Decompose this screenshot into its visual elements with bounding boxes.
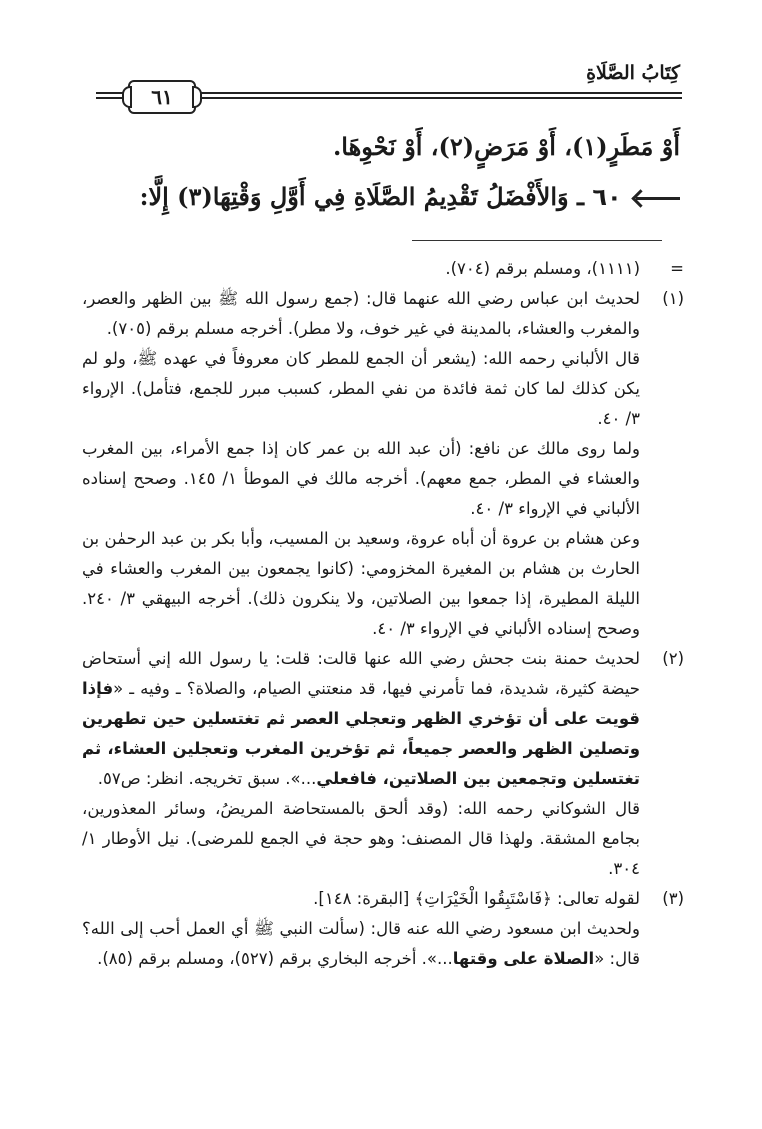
continuation-text: (١١١١)، ومسلم برقم (٧٠٤). — [445, 259, 640, 278]
footnote-separator — [412, 240, 662, 241]
footnote-2-marker: (٢) — [662, 649, 684, 668]
footnote-2 — [82, 644, 684, 794]
footnote-3-text-c: ...». أخرجه البخاري برقم (٥٢٧)، ومسلم برقم (٨٥). — [97, 949, 453, 968]
footnote-1-para-2: قال الألباني رحمه الله: (يشعر أن الجمع للمطر كان معروفاً في عهده ﷺ، ولو لم يكن كذلك لما كان ثمة فائدة من نفي المطر، كسبب مبرر للجمع، فتأمل). الإرواء ٣/ ٤٠. — [82, 349, 640, 428]
footnote-1-para-4: وعن هشام بن عروة أن أباه عروة، وسعيد بن المسيب، وأبا بكر بن عبد الرحمٰن بن الحارث بن هشام بن المغيرة المخزومي: (كانوا يجمعون بين المغرب والعشاء في الليلة المطيرة، إذا جمعوا بين الصلاتين، ولا ينكرون ذلك). أخرجه البيهقي ٣/ ٢٤٠. وصحح إسناده الألباني في الإرواء ٣/ ٤٠. — [82, 529, 640, 638]
footnote-3-para-1: لقوله تعالى: ﴿فَاسْتَبِقُوا الْخَيْرَاتِ﴾ [البقرة: ١٤٨]. — [313, 889, 640, 908]
footnote-1 — [82, 284, 684, 344]
footnotes — [82, 254, 684, 974]
footnote-2-text-a: لحديث حمنة بنت جحش رضي الله عنها قالت: قلت: يا رسول الله إني أستحاض حيضة كثيرة، شديدة، فما تأمرني فيها، قد منعتني الصيام، والصلاة؟ ـ وفيه ـ « — [82, 649, 640, 698]
matn-line-2 — [90, 182, 680, 211]
footnote-1-para-1: لحديث ابن عباس رضي الله عنهما قال: (جمع رسول الله ﷺ بين الظهر والعصر، والمغرب والعشاء، بالمدينة في غير خوف، ولا مطر). أخرجه مسلم برقم (٧٠٥). — [82, 289, 640, 338]
matn-item-number: ٦٠ — [592, 183, 622, 211]
running-title: كِتَابُ الصَّلَاةِ — [586, 62, 680, 84]
footnote-continuation — [82, 254, 684, 284]
page-number: ٦١ — [151, 85, 173, 109]
footnote-3-text-a: ولحديث ابن مسعود رضي الله عنه قال: (سألت النبي ﷺ أي العمل أحب إلى الله؟ قال: « — [82, 919, 640, 968]
footnote-2-text-c: ...». سبق تخريجه. انظر: ص٥٧. — [97, 769, 317, 788]
matn-line-2-text: ـ وَالأَفْضَلُ تَقْدِيمُ الصَّلَاةِ فِي أَوَّلِ وَقْتِهَا(٣) إِلَّا: — [139, 182, 584, 211]
matn-line-1: أَوْ مَطَرٍ(١)، أَوْ مَرَضٍ(٢)، أَوْ نَحْوِهَا. — [332, 132, 680, 161]
footnote-3 — [82, 884, 684, 914]
footnote-3-marker: (٣) — [662, 889, 684, 908]
arrow-ornament-icon — [636, 197, 680, 200]
footnote-1-marker: (١) — [662, 289, 684, 308]
footnote-2-para-2: قال الشوكاني رحمه الله: (وقد ألحق بالمستحاضة المريضُ، وسائر المعذورين، بجامع المشقة. ولهذا قال المصنف: وهو حجة في الجمع للمرضى). نيل الأوطار ١/ ٣٠٤. — [82, 799, 640, 878]
page-number-badge — [128, 80, 196, 114]
continuation-marker: = — [670, 259, 684, 278]
footnote-3-hadith-bold: الصلاة على وقتها — [452, 949, 595, 968]
footnote-1-para-3: ولما روى مالك عن نافع: (أن عبد الله بن عمر كان إذا جمع الأمراء، بين المغرب والعشاء في المطر، جمع معهم). أخرجه مالك في الموطأ ١/ ١٤٥. وصحح إسناده الألباني في الإرواء ٣/ ٤٠. — [82, 439, 640, 518]
footnote-2-hadith-bold: فإذا قويت على أن تؤخري الظهر وتعجلي العصر ثم تغتسلين حين تطهرين وتصلين الظهر والعصر جميعاً، ثم تؤخرين المغرب وتعجلين العشاء، ثم تغتسلين وتجمعين بين الصلاتين، فافعلي — [82, 679, 640, 788]
footnote-3-para-2 — [82, 914, 684, 974]
